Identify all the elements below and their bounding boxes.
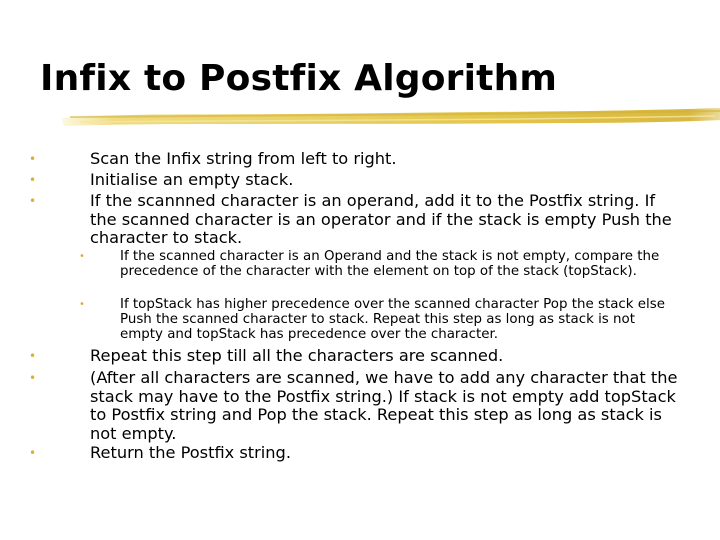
bullet-marker: •: [29, 349, 37, 363]
slide-title: Infix to Postfix Algorithm: [40, 58, 558, 99]
bullet-item: Return the Postfix string.: [90, 443, 291, 462]
bullet-item: Initialise an empty stack.: [90, 170, 294, 189]
bullet-marker: •: [29, 371, 37, 385]
bullet-item: Repeat this step till all the characters are scanned.: [90, 346, 504, 365]
bullet-marker: •: [79, 299, 85, 310]
bullet-marker: •: [29, 194, 37, 208]
bullet-marker: •: [29, 173, 37, 187]
bullet-marker: •: [29, 446, 37, 460]
bullet-marker: •: [29, 152, 37, 166]
sub-bullet-item: If topStack has higher precedence over the scanned character Pop the stack else Push the scanned character to stack. Repeat this step as long as stack is not empty and topStack has precedence over the character.: [120, 297, 665, 342]
bullet-item: If the scannned character is an operand, add it to the Postfix string. If the scanned character is an operator and if the stack is empty Push the character to stack.: [90, 191, 672, 248]
sub-bullet-item: If the scanned character is an Operand and the stack is not empty, compare the precedence of the character with the element on top of the stack (topStack).: [120, 249, 660, 279]
bullet-marker: •: [79, 251, 85, 262]
bullet-item: (After all characters are scanned, we have to add any character that the stack may have to the Postfix string.) If stack is not empty add topStack to Postfix string and Pop the stack. Repeat this step as long as stack is not empty.: [90, 368, 678, 444]
bullet-item: Scan the Infix string from left to right.: [90, 149, 397, 168]
